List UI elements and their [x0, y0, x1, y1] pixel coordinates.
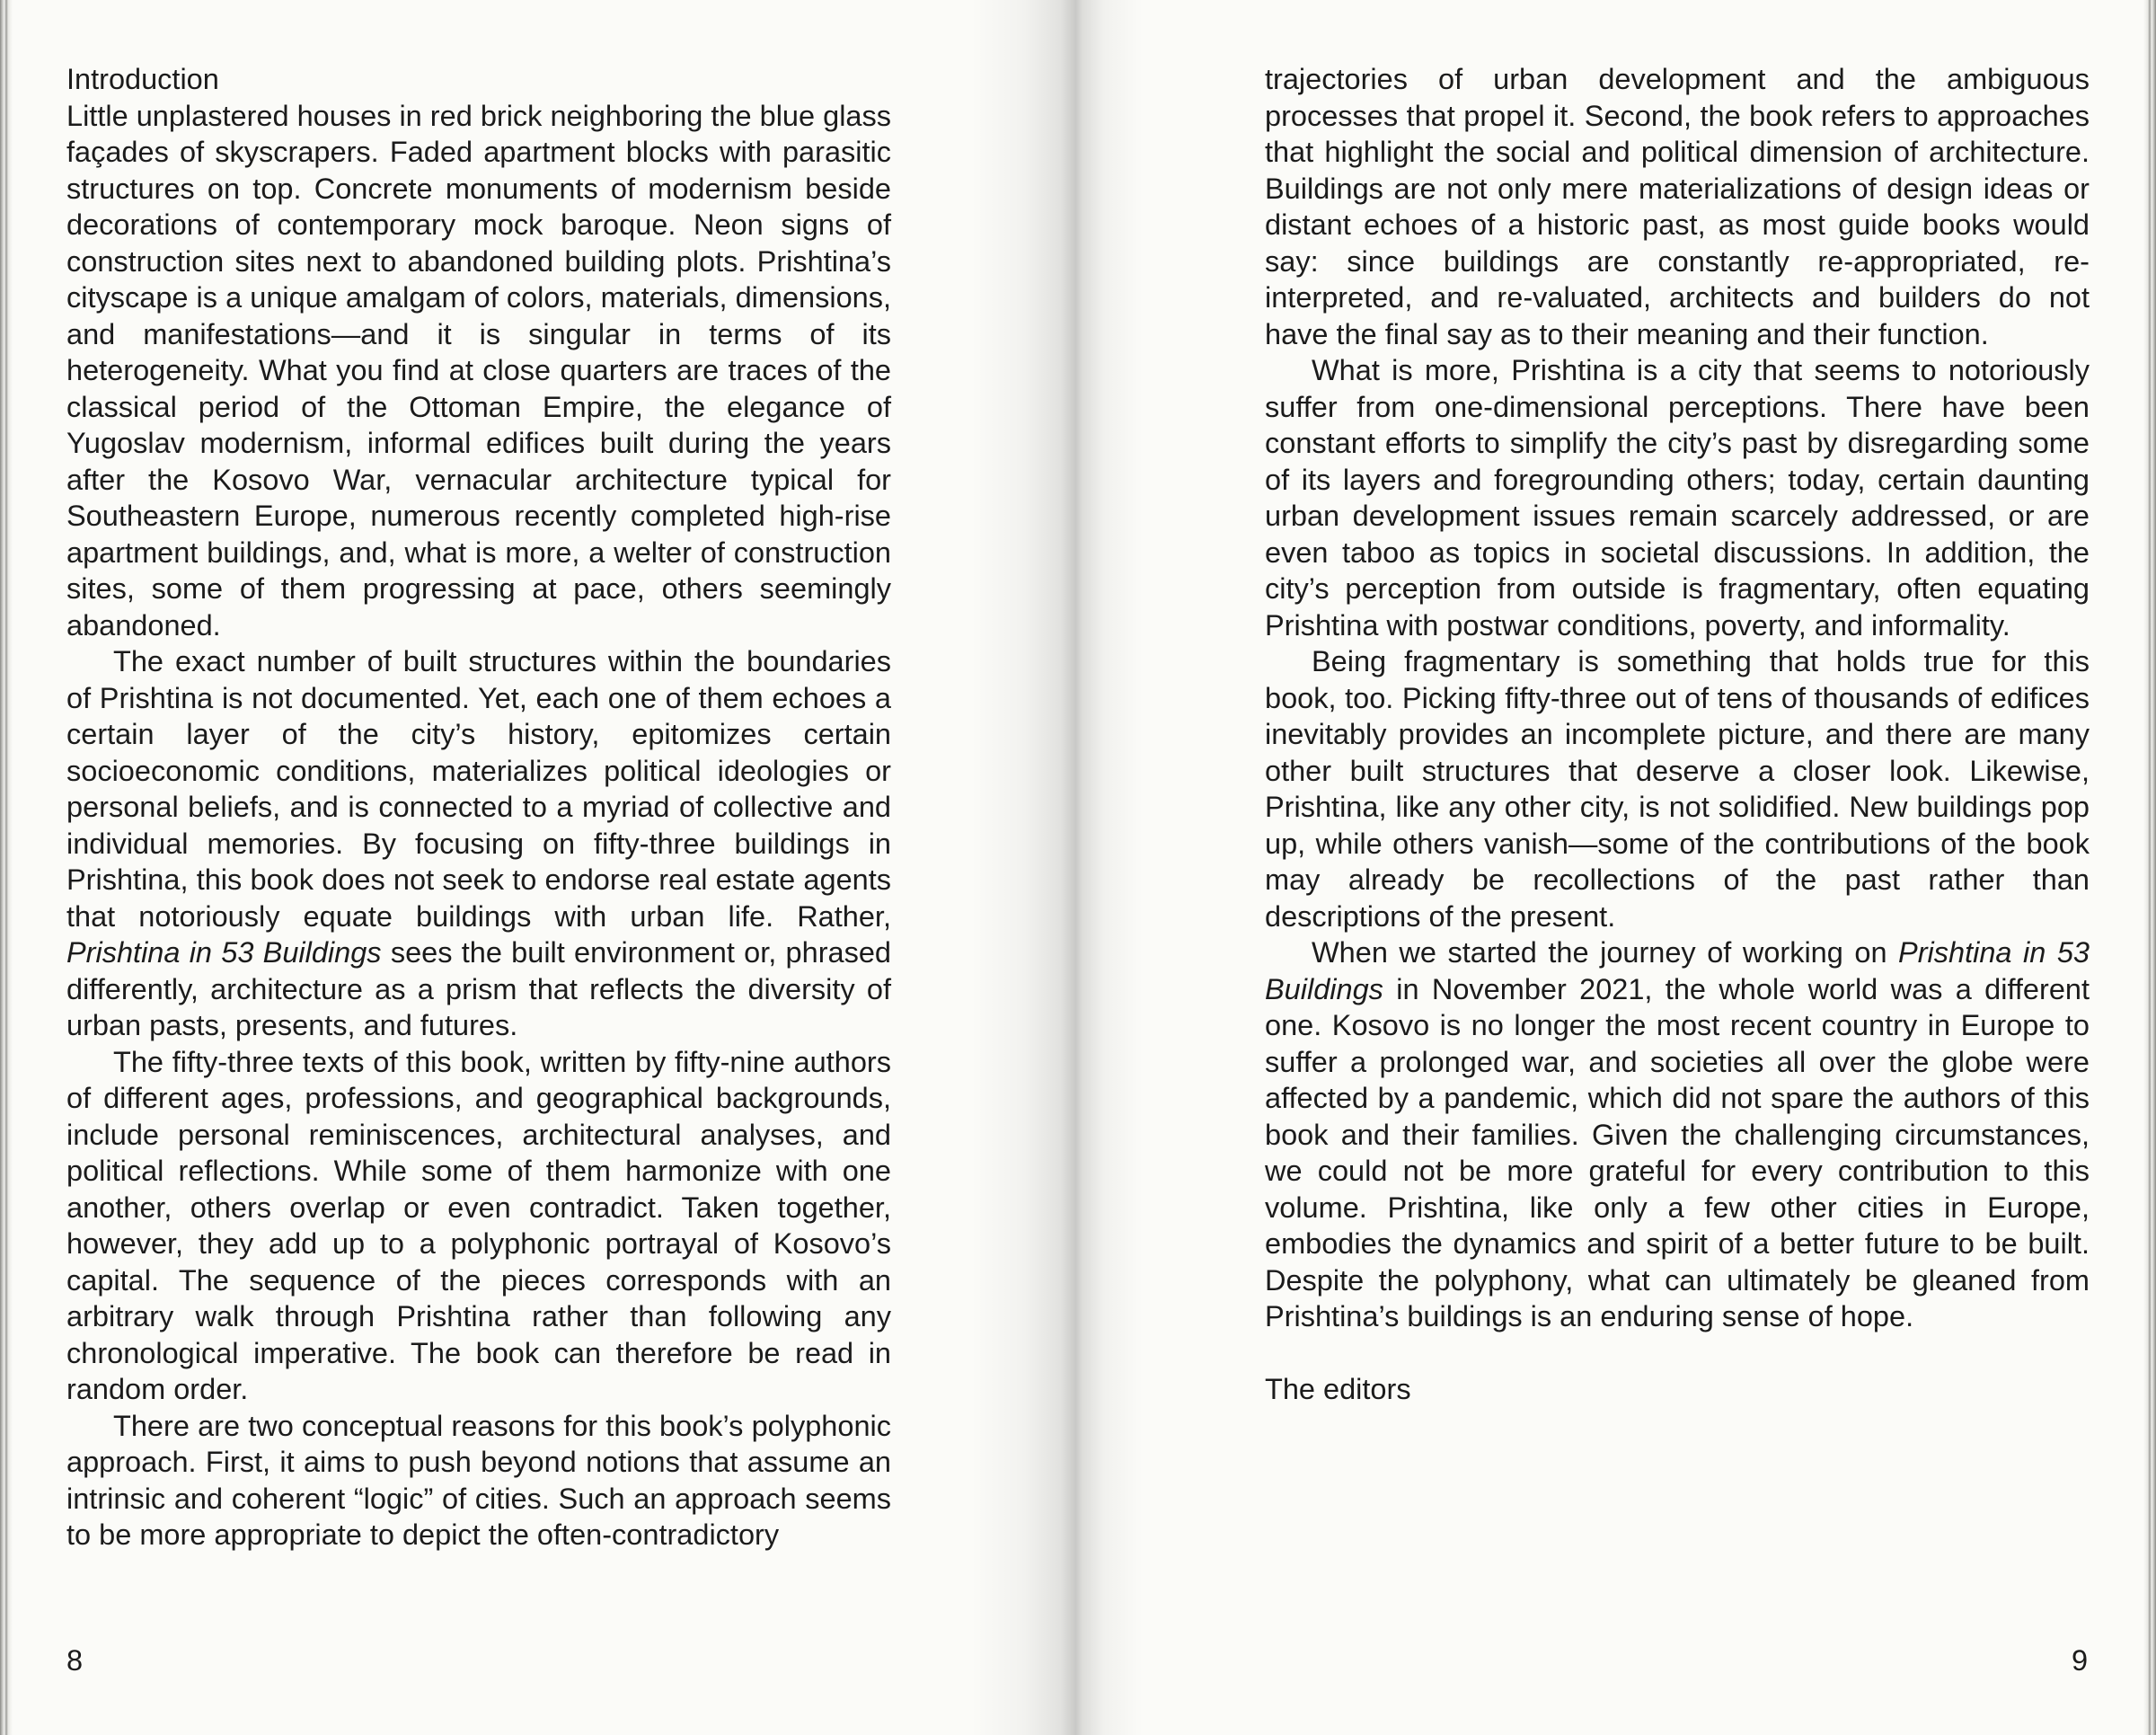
- paragraph-text: The exact number of built structures within the boundaries of Prishtina is not documented. Yet, each one of them echoes a certain layer of the city’s history, epitomizes certain socioeconomic conditions, materializes political ideologies or personal beliefs, and is connected to a myriad of collective and individual memories. By focusing on fifty-three buildings in Prishtina, this book does not seek to endorse real estate agents that notoriously equate buildings with urban life. Rather,: [66, 645, 891, 933]
- paragraph-text: When we started the journey of working on: [1312, 936, 1899, 969]
- paragraph: [66, 643, 891, 1044]
- paragraph: [1265, 352, 2090, 643]
- paragraph-text: sees the built environment or, phrased differently, architecture as a prism that reflects the diversity of urban pasts, presents, and futures.: [66, 936, 891, 1041]
- section-heading: Introduction: [66, 63, 219, 95]
- right-text-column: [1265, 61, 2090, 1408]
- paragraph: [66, 1408, 891, 1554]
- paragraph-text: in November 2021, the whole world was a different one. Kosovo is no longer the most recent country in Europe to suffer a prolonged war, and societies all over the globe were affected by a pandemic, which did not spare the authors of this book and their families. Given the challenging circumstances, we could not be more grateful for every contribution to this volume. Prishtina, like only a few other cities in Europe, embodies the dynamics and spirit of a better future to be built. Despite the polyphony, what can ultimately be gleaned from Prishtina’s buildings is an enduring sense of hope.: [1265, 972, 2090, 1332]
- right-page: [1078, 0, 2156, 1735]
- paragraph-text: What is more, Prishtina is a city that seems to notoriously suffer from one-dimensional perceptions. There have been constant efforts to simplify the city’s past by disregarding some of its layers and foregrounding others; today, certain daunting urban development issues remain scarcely addressed, or are even taboo as topics in societal discussions. In addition, the city’s perception from outside is fragmentary, often equating Prishtina with postwar conditions, poverty, and informality.: [1265, 354, 2090, 642]
- page-number: 8: [66, 1644, 84, 1677]
- left-text-column: [66, 61, 891, 1554]
- paragraph-text: trajectories of urban development and the ambiguous processes that propel it. Second, the book refers to approaches that highlight the social and political dimension of architecture. Buildings are not only mere materializations of design ideas or distant echoes of a historic past, as most guide books would say: since buildings are constantly re-appropriated, re-interpreted, and re-valuated, architects and builders do not have the final say as to their meaning and their function.: [1265, 63, 2090, 350]
- paragraph: [1265, 61, 2090, 352]
- paragraph-text: The fifty-three texts of this book, written by fifty-nine authors of different ages, professions, and geographical backgrounds, include personal reminiscences, architectural analyses, and political reflections. While some of them harmonize with one another, others overlap or even contradict. Taken together, however, they add up to a polyphonic portrayal of Kosovo’s capital. The sequence of the pieces corresponds with an arbitrary walk through Prishtina rather than following any chronological imperative. The book can therefore be read in random order.: [66, 1045, 891, 1405]
- paragraph: [66, 1044, 891, 1408]
- paragraph-text: There are two conceptual reasons for this book’s polyphonic approach. First, it aims to push beyond notions that assume an intrinsic and coherent “logic” of cities. Such an approach seems to be more appropriate to depict the often-contradictory: [66, 1409, 891, 1551]
- paragraph-text: Little unplastered houses in red brick neighboring the blue glass façades of skyscrapers. Faded apartment blocks with parasitic structures on top. Concrete monuments of modernism beside decorations of contemporary mock baroque. Neon signs of construction sites next to abandoned building plots. Prishtina’s cityscape is a unique amalgam of colors, materials, dimensions, and manifestations—and it is singular in terms of its heterogeneity. What you find at close quarters are traces of the classical period of the Ottoman Empire, the elegance of Yugoslav modernism, informal edifices built during the years after the Kosovo War, vernacular architecture typical for Southeastern Europe, numerous recently completed high-rise apartment buildings, and, what is more, a welter of construction sites, some of them progressing at pace, others seemingly abandoned.: [66, 99, 891, 642]
- book-gutter-shadow: [970, 0, 1186, 1735]
- book-title: Prishtina in 53 Buildings: [1265, 936, 2090, 1005]
- paragraph: [1265, 643, 2090, 934]
- paragraph: [66, 98, 891, 644]
- paragraph: [1265, 934, 2090, 1335]
- paragraph-text: Being fragmentary is something that holds true for this book, too. Picking fifty-three out of tens of thousands of edifices inevitably provides an incomplete picture, and there are many other built structures that deserve a closer look. Likewise, Prishtina, like any other city, is not solidified. New buildings pop up, while others vanish—some of the contributions of the book may already be recollections of the past rather than descriptions of the present.: [1265, 645, 2090, 933]
- signature: The editors: [1265, 1373, 1411, 1405]
- book-title: Prishtina in 53 Buildings: [66, 936, 382, 969]
- page-number: 9: [2072, 1644, 2089, 1677]
